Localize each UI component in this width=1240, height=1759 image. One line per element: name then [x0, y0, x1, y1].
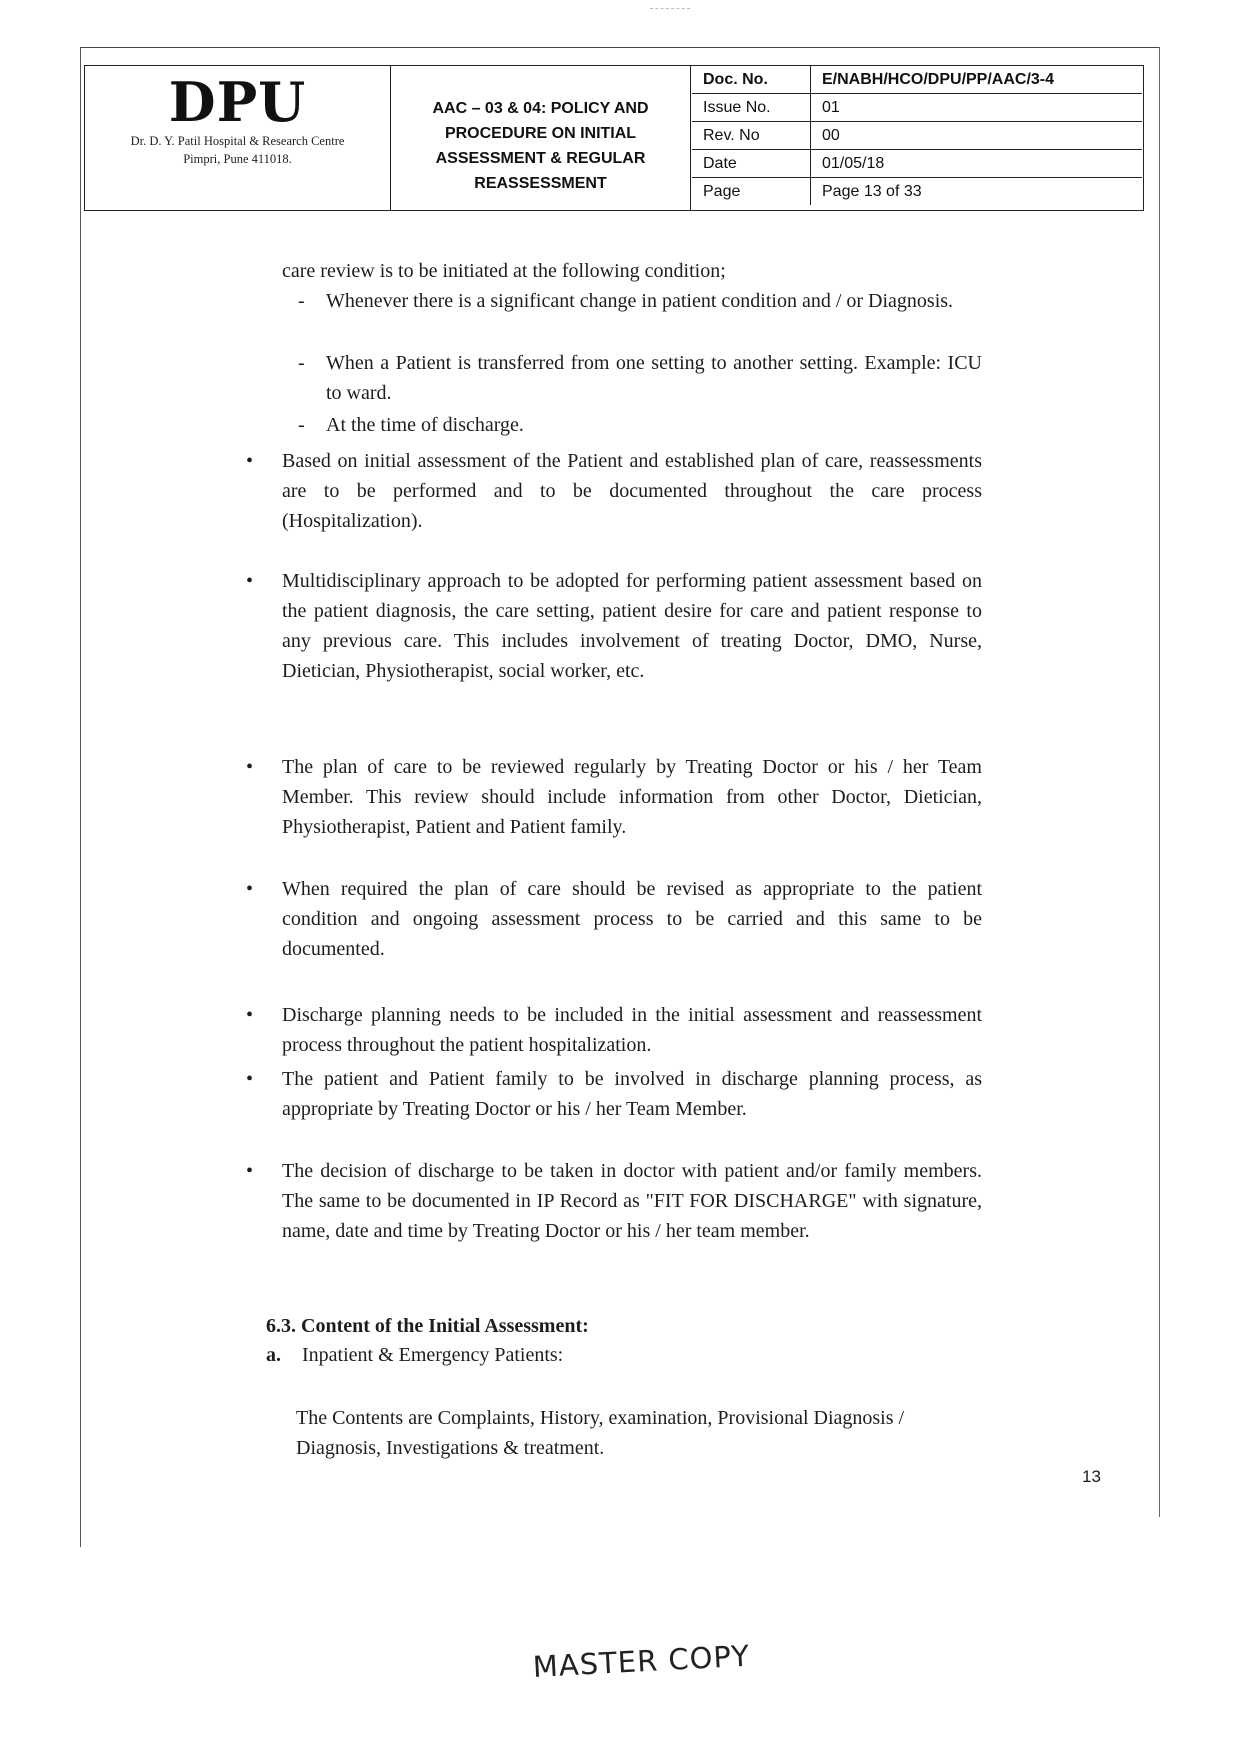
bullet-marker: • — [246, 878, 254, 900]
dash-marker: - — [298, 352, 305, 374]
meta-value: 01/05/18 — [811, 150, 1143, 178]
sub-item-discharge: At the time of discharge. — [326, 414, 524, 436]
bullet-family-involvement: The patient and Patient family to be involved in discharge planning process, as appropriate by Treating Doctor or his / her Team Member. — [282, 1068, 982, 1120]
meta-value: E/NABH/HCO/DPU/PP/AAC/3-4 — [811, 66, 1143, 94]
meta-row-doc-no — [692, 66, 1142, 94]
meta-label: Rev. No — [692, 122, 811, 150]
sub-item-significant-change: Whenever there is a significant change in patient condition and / or Diagnosis. — [326, 290, 954, 312]
meta-label: Page — [692, 178, 811, 206]
section-heading: 6.3. Content of the Initial Assessment: — [266, 1315, 589, 1337]
bullet-reassessment: Based on initial assessment of the Patient and established plan of care, reassessments are to be performed and to be documented throughout the care process (Hospitalization). — [282, 450, 982, 532]
bullet-plan-revision: When required the plan of care should be revised as appropriate to the patient condition and ongoing assessment process to be carried and this same to be documented. — [282, 878, 982, 960]
subsection-label: Inpatient & Emergency Patients: — [302, 1344, 564, 1366]
master-copy-stamp: MASTER COPY — [532, 1638, 751, 1684]
bullet-discharge-decision: The decision of discharge to be taken in doctor with patient and/or family members. The same to be documented in IP Record as "FIT FOR DISCHARGE" with signature, name, date and time by Treating Doctor or his / her team member. — [282, 1160, 982, 1242]
meta-label: Doc. No. — [692, 66, 811, 94]
meta-row-rev-no — [692, 122, 1142, 150]
dash-marker: - — [298, 414, 305, 436]
meta-row-issue-no — [692, 94, 1142, 122]
hospital-address: Pimpri, Pune 411018. — [183, 152, 292, 166]
meta-label: Issue No. — [692, 94, 811, 122]
meta-value: 01 — [811, 94, 1143, 122]
title-line: AAC – 03 & 04: POLICY AND — [432, 100, 649, 117]
bullet-plan-review: The plan of care to be reviewed regularly by Treating Doctor or his / her Team Member. This review should include information from other Doctor, Dietician, Physiotherapist, Patient and Patient family. — [282, 756, 982, 838]
meta-value: Page 13 of 33 — [822, 182, 922, 200]
intro-text: care review is to be initiated at the following condition; — [282, 260, 726, 282]
page-frame-right — [1159, 47, 1160, 1517]
meta-row-page — [692, 178, 1142, 206]
document-title — [391, 66, 691, 210]
bullet-marker: • — [246, 1004, 254, 1026]
sub-item-transfer: When a Patient is transferred from one setting to another setting. Example: ICU to ward. — [326, 352, 982, 404]
bullet-marker: • — [246, 1160, 254, 1182]
bullet-marker: • — [246, 570, 254, 592]
meta-label: Date — [692, 150, 811, 178]
bullet-marker: • — [246, 1068, 254, 1090]
scan-artifact — [650, 8, 690, 9]
contents-paragraph: The Contents are Complaints, History, examination, Provisional Diagnosis / Diagnosis, Investigations & treatment. — [296, 1407, 905, 1459]
logo-cell — [85, 66, 391, 210]
title-line: PROCEDURE ON INITIAL — [444, 125, 637, 142]
dash-marker: - — [298, 290, 305, 312]
bullet-discharge-planning: Discharge planning needs to be included in the initial assessment and reassessment process throughout the patient hospitalization. — [282, 1004, 982, 1056]
document-header — [84, 65, 1144, 211]
bullet-marker: • — [246, 450, 254, 472]
dpu-logo: DPU — [168, 70, 307, 134]
meta-row-date — [692, 150, 1142, 178]
hospital-name: Dr. D. Y. Patil Hospital & Research Centre — [130, 134, 345, 148]
document-meta-table — [692, 66, 1142, 205]
page-frame-left — [80, 47, 81, 1547]
list-marker-a: a. — [266, 1344, 281, 1366]
meta-value: 00 — [811, 122, 1143, 150]
page-frame-top — [80, 47, 1160, 48]
page-number: 13 — [1082, 1467, 1101, 1486]
bullet-multidisciplinary: Multidisciplinary approach to be adopted for performing patient assessment based on the patient diagnosis, the care setting, patient desire for care and patient response to any previous care. This includes involvement of treating Doctor, DMO, Nurse, Dietician, Physiotherapist, social worker, etc. — [282, 570, 982, 682]
bullet-marker: • — [246, 756, 254, 778]
title-line: REASSESSMENT — [474, 175, 607, 192]
title-line: ASSESSMENT & REGULAR — [435, 150, 646, 167]
